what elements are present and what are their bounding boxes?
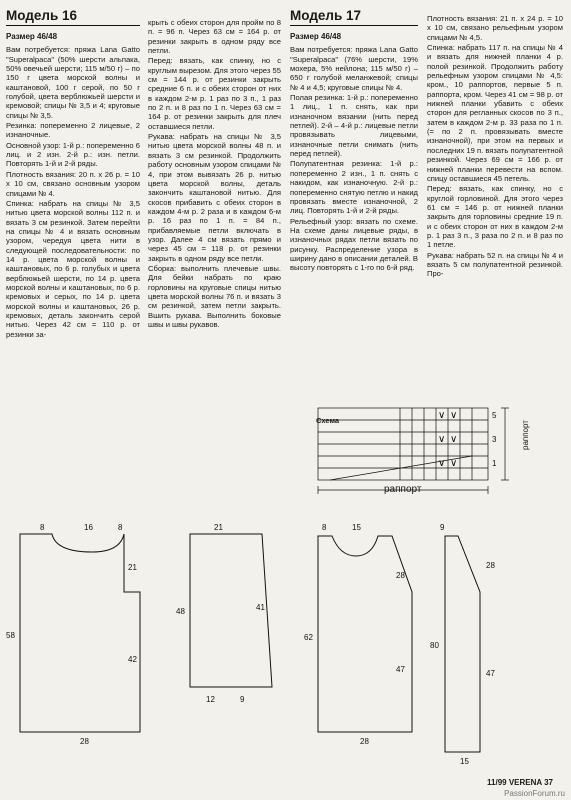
dim-label: 12: [206, 695, 215, 704]
model17-front: Перед: вязать, как спинку, но с круглой горловиной. Для этого через 61 см = 146 р. от нижней планки закрыть для горловины средние 19 п. и с обеих сторон от них в каждом 2-м р. 1 раз 3 п., 3 раза по 2 п. и 8 раз по 1 петле.: [427, 184, 563, 250]
model16-back: Спинка: набрать на спицы № 3,5 нитью цвета морской волны 112 п. и вязать 3 см резинкой. Затем перейти на спицы № 4 и вязать основным узором, чередуя цвета нити в следующей последовательности: по 14 р. цвета морской волны и каштановых, по 6 р. голубых и цвета верблюжьей шерсти, по 14 р. цвета морской волны и каштановых, по 6 р. кремовых и серых, по 14 р. цвета морской волны и каштановых, 26 р. кремовых, деталь закончить серой нитью. Через 42 см = 110 р. от резинки за-: [6, 198, 140, 339]
chart-symbol-v: ∨: [438, 410, 446, 421]
model17-column-1: [290, 8, 418, 274]
chart-rapport-side: раппорт: [521, 420, 530, 450]
model16-main-pattern: Основной узор: 1-й р.: попеременно 6 лиц. и 2 изн. 2-й р.: изн. петли. Повторять 1-й и 2-й ряды.: [6, 140, 140, 169]
dim-label: 8: [118, 523, 123, 532]
model16-front: Перед: вязать, как спинку, но с круглым вырезом. Для этого через 55 см = 144 р. от резинки закрыть средние 6 п. и с обеих сторон от них в каждом 2-м р. 1 раз по 3 п., 1 раз по 2 п. и 8 раз по 1 п. Через 63 см = 164 р. от резинки закрыть для плеч оставшиеся петли.: [148, 56, 281, 131]
page-footer: [487, 778, 553, 787]
model17-sleeves: Рукава: набрать 52 п. на спицы № 4 и вязать 5 см полупатентной резинкой. Про-: [427, 250, 563, 279]
dim-label: 62: [304, 633, 313, 642]
dim-label: 28: [360, 737, 369, 746]
chart-row-label: 5: [492, 411, 497, 420]
dim-label: 41: [256, 603, 265, 612]
dim-label: 21: [214, 523, 223, 532]
dim-label: 42: [128, 655, 137, 664]
model16-column-2: [148, 18, 281, 330]
dim-label: 21: [128, 563, 137, 572]
pattern-drawings: [0, 512, 571, 772]
knit-chart: [300, 400, 560, 505]
dim-label: 8: [40, 523, 45, 532]
model16-materials: Вам потребуется: пряжа Lana Gatto "Superalpaca" (50% шерсти альпака, 50% овечьей шерсти; 115 м/50 г) – по 150 г цвета морской волны и каштановой, 100 г серой, по 50 г голубой, цвета верблюжьей шерсти и кремовой; спицы № 3,5 и 4; круговые спицы № 3,5.: [6, 45, 140, 120]
model17-sleeve-outline: [445, 536, 480, 752]
dim-label: 47: [396, 665, 405, 674]
dim-label: 28: [80, 737, 89, 746]
model17-title: Модель 17: [290, 8, 418, 26]
model16-size: Размер 46/48: [6, 32, 58, 41]
chart-title: Схема: [316, 416, 340, 425]
page-number: 37: [544, 778, 553, 787]
dim-label: 8: [322, 523, 327, 532]
model17-relief: Рельефный узор: вязать по схеме. На схеме даны лицевые ряды, в изнаночных рядах петли вязать по рисунку. Распределение узора в ширину дано в описании деталей. В высоту повторять с 1-го по 6-й ряд.: [290, 216, 418, 273]
dim-label: 15: [352, 523, 361, 532]
chart-symbol-v: ∨: [450, 434, 458, 445]
model17-materials: Вам потребуется: пряжа Lana Gatto "Superalpaca" (76% шерсти, 19% мохера, 5% нейлона; 115 м/50 г) – 650 г голубой меланжевой; спицы № 4 и 4,5; круговые спицы № 4.: [290, 45, 418, 92]
chart-symbol-v: ∨: [450, 410, 458, 421]
dim-label: 47: [486, 669, 495, 678]
model16-title: Модель 16: [6, 8, 140, 26]
dim-label: 48: [176, 607, 185, 616]
model16-back-cont: крыть с обеих сторон для пройм по 8 п. = 96 п. Через 63 см = 164 р. от резинки закрыть в одном ряду все петли.: [148, 18, 281, 56]
model17-hollow-rib: Полая резинка: 1-й р.: попеременно 1 лиц., 1 п. снять, как при изнаночном вязании (нить перед петлей). 2-й – 4-й р.: лицевые петли провязывать лицевыми, изнаночные петли снимать (нить перед петлей).: [290, 93, 418, 159]
chart-symbol-v: ∨: [450, 458, 458, 469]
model16-sleeves: Рукава: набрать на спицы № 3,5 нитью цвета морской волны 48 п. и вязать 3 см резинкой. Продолжить работу основным узором спицами № 4, при этом вывязать 26 р. нитью цвета морской волны, деталь закончить каштановой нитью. Для скосов прибавить с обеих сторон в каждом 4-м р. 2 раза и в каждом 6-м р. 16 раз по 1 п. = 84 п., прибавляемые петли включать в узор. Далее 4 см вязать прямо и через 45 см = 118 р. от резинки закрыть в одном ряду все петли.: [148, 132, 281, 263]
chart-row-label: 3: [492, 435, 497, 444]
dim-label: 9: [440, 523, 445, 532]
model17-body-outline: [318, 536, 412, 732]
model16-rib: Резинка: попеременно 2 лицевые, 2 изнаночные.: [6, 121, 140, 140]
dim-label: 9: [240, 695, 245, 704]
chart-symbol-v: ∨: [438, 458, 446, 469]
model16-assembly: Сборка: выполнить плечевые швы. Для бейки набрать по краю горловины на круговые спицы нитью цвета морской волны 76 п. и вязать 3 см резинкой, затем петли закрыть. Вшить рукава. Выполнить боковые швы и швы рукавов.: [148, 263, 281, 329]
dim-label: 15: [460, 757, 469, 766]
chart-symbol-v: ∨: [438, 434, 446, 445]
issue-label: 11/99 VERENA: [487, 778, 542, 787]
watermark: PassionForum.ru: [504, 789, 565, 798]
dim-label: 80: [430, 641, 439, 650]
model16-gauge: Плотность вязания: 20 п. х 26 р. = 10 х 10 см, связано основным узором спицами № 4.: [6, 169, 140, 198]
model17-half-fisherman: Полупатентная резинка: 1-й р.: попеременно 2 изн., 1 п. снять с накидом, как изнаночную. 2-й р.: попеременно снятую петлю и накид провязать вместе изнаночной, 2 лиц. Повторять 1-й и 2-й ряды.: [290, 159, 418, 216]
model17-back: Спинка: набрать 117 п. на спицы № 4 и вязать для нижней планки 4 р. полой резинкой. Продолжить работу рельефным узором спицами № 4,5: кром., 10 раппортов, первые 5 п. раппорта, кром. Через 41 см = 98 р. от нижней планки убавить с обеих сторон для регланных скосов по 3 п., затем в каждом 2-м р. 33 раза по 1 п. (= по 2 п. провязывать вместе изнаночной), при этом на первых и последних 19 п. вязать полупатентной резинкой. Через 69 см = 166 р. от нижней планки перевести на вспом. спицу оставшиеся 45 петель.: [427, 43, 563, 183]
model17-column-2: [427, 14, 563, 280]
model17-size: Размер 46/48: [290, 32, 342, 41]
model16-column-1: [6, 8, 140, 340]
chart-grid: [300, 400, 560, 505]
dim-label: 28: [486, 561, 495, 570]
dim-label: 16: [84, 523, 93, 532]
dim-label: 28: [396, 571, 405, 580]
dim-label: 58: [6, 631, 15, 640]
model16-body-outline: [20, 534, 140, 732]
chart-row-label: 1: [492, 459, 497, 468]
model17-gauge: Плотность вязания: 21 п. х 24 р. = 10 х 10 см, связано рельефным узором спицами № 4,5.: [427, 14, 563, 42]
chart-rapport-bottom: раппорт: [384, 484, 422, 495]
